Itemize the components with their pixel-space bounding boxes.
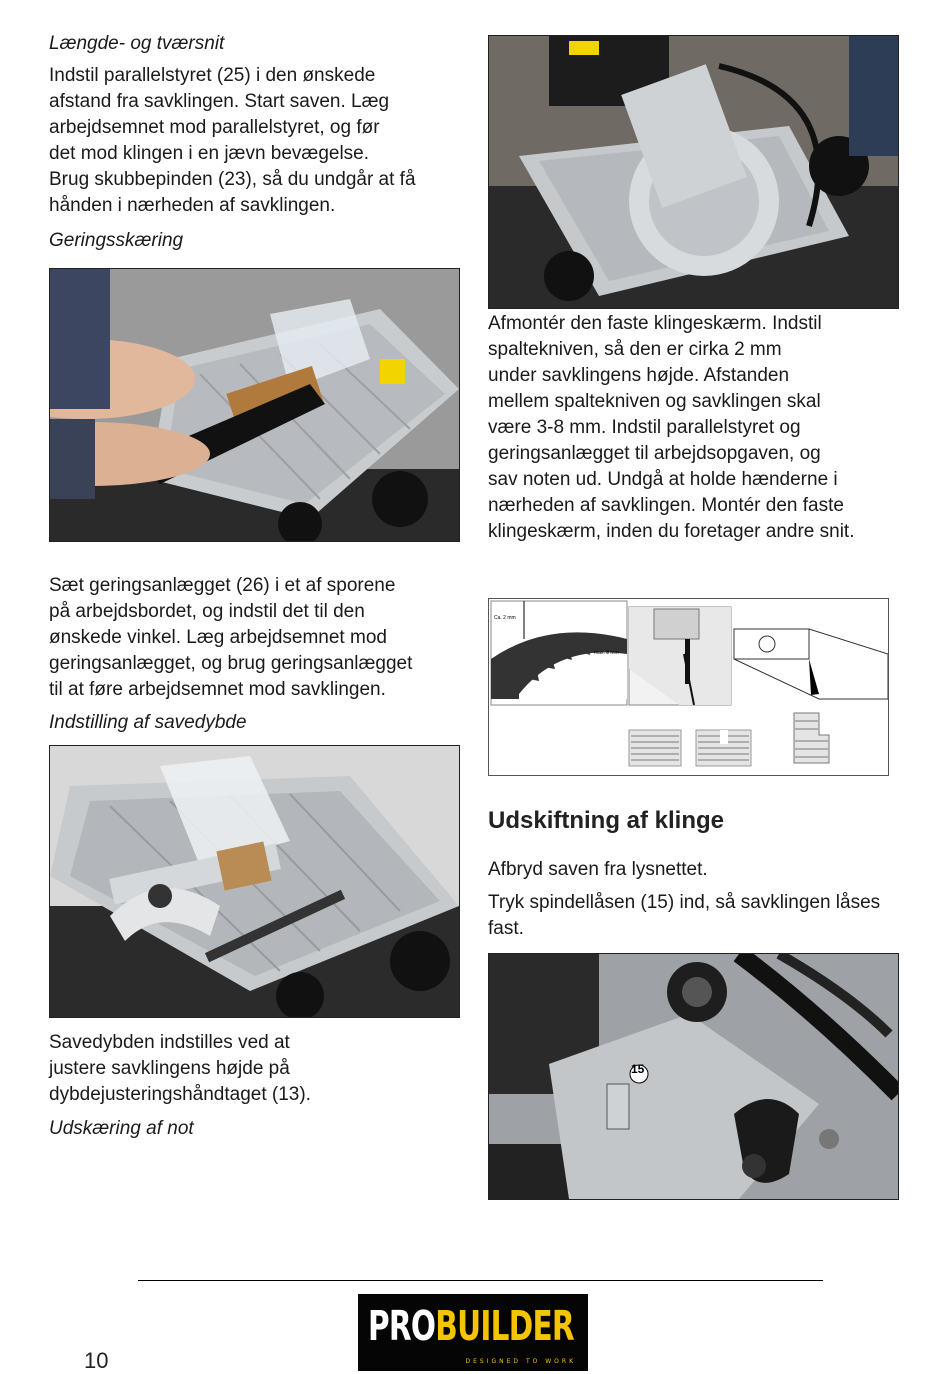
text-line: fast.	[488, 918, 524, 939]
paragraph-spindellaas	[488, 890, 918, 942]
riving-knife-diagram	[488, 598, 889, 776]
logo-pro: PRO	[368, 1302, 436, 1350]
photo-spindle-lock	[488, 953, 899, 1200]
paragraph-spaltekniv	[488, 311, 908, 545]
text-line: hånden i nærheden af savklingen.	[49, 195, 336, 216]
text-line: Savedybden indstilles ved at	[49, 1032, 290, 1053]
section-heading-not: Udskæring af not	[49, 1118, 194, 1139]
text-line: mellem spaltekniven og savklingen skal	[488, 391, 821, 412]
text-line: afstand fra savklingen. Start saven. Læg	[49, 91, 390, 112]
section-heading-gerings: Geringsskæring	[49, 230, 184, 251]
text-line: på arbejdsbordet, og indstil det til den	[49, 601, 365, 622]
text-line: geringsanlægget, og brug geringsanlægget	[49, 653, 413, 674]
text-line: dybdejusteringshåndtaget (13).	[49, 1084, 311, 1105]
section-heading-savedybde: Indstilling af savedybde	[49, 712, 247, 733]
footer-divider	[138, 1280, 823, 1281]
logo-wordmark	[368, 1302, 574, 1350]
callout-15: 15	[631, 1062, 645, 1076]
photo-saw-guard-removed	[488, 35, 899, 309]
text-line: Sæt geringsanlægget (26) i et af sporene	[49, 575, 396, 596]
paragraph-parallelstyret	[49, 63, 469, 219]
text-line: geringsanlægget til arbejdsopgaven, og	[488, 443, 821, 464]
text-line: sav noten ud. Undgå at holde hænderne i	[488, 469, 838, 490]
label-2mm: Ca. 2 mm	[494, 615, 516, 621]
text-line: justere savklingens højde på	[49, 1058, 290, 1079]
logo-tagline: DESIGNED TO WORK	[465, 1358, 576, 1365]
text-line: Afmontér den faste klingeskærm. Indstil	[488, 313, 822, 334]
paragraph-afbryd: Afbryd saven fra lysnettet.	[488, 859, 708, 880]
text-line: spaltekniven, så den er cirka 2 mm	[488, 339, 782, 360]
logo-builder: BUILDER	[435, 1302, 574, 1350]
text-line: til at føre arbejdsemnet mod savklingen.	[49, 679, 386, 700]
label-8mm: max. 8 mm	[594, 650, 619, 656]
text-line: klingeskærm, inden du foretager andre snit.	[488, 521, 855, 542]
page-number: 10	[84, 1348, 109, 1373]
photo-push-stick	[49, 268, 460, 542]
text-line: nærheden af savklingen. Montér den faste	[488, 495, 844, 516]
text-line: Brug skubbepinden (23), så du undgår at få	[49, 169, 416, 190]
heading-udskiftning: Udskiftning af klinge	[488, 807, 725, 834]
text-line: det mod klingen i en jævn bevægelse.	[49, 143, 370, 164]
text-line: under savklingens højde. Afstanden	[488, 365, 790, 386]
paragraph-geringsanlaeg	[49, 573, 469, 703]
probuilder-logo	[358, 1294, 588, 1371]
photo-mitre-gauge	[49, 745, 460, 1018]
text-line: ønskede vinkel. Læg arbejdsemnet mod	[49, 627, 387, 648]
section-heading-laengde: Længde- og tværsnit	[49, 33, 225, 54]
text-line: arbejdsemnet mod parallelstyret, og før	[49, 117, 380, 138]
text-line: Tryk spindellåsen (15) ind, så savklingen låses	[488, 892, 881, 913]
paragraph-savedybde	[49, 1030, 469, 1108]
text-line: Indstil parallelstyret (25) i den ønskede	[49, 65, 376, 86]
diagram-drawing	[489, 599, 888, 775]
text-line: være 3-8 mm. Indstil parallelstyret og	[488, 417, 801, 438]
